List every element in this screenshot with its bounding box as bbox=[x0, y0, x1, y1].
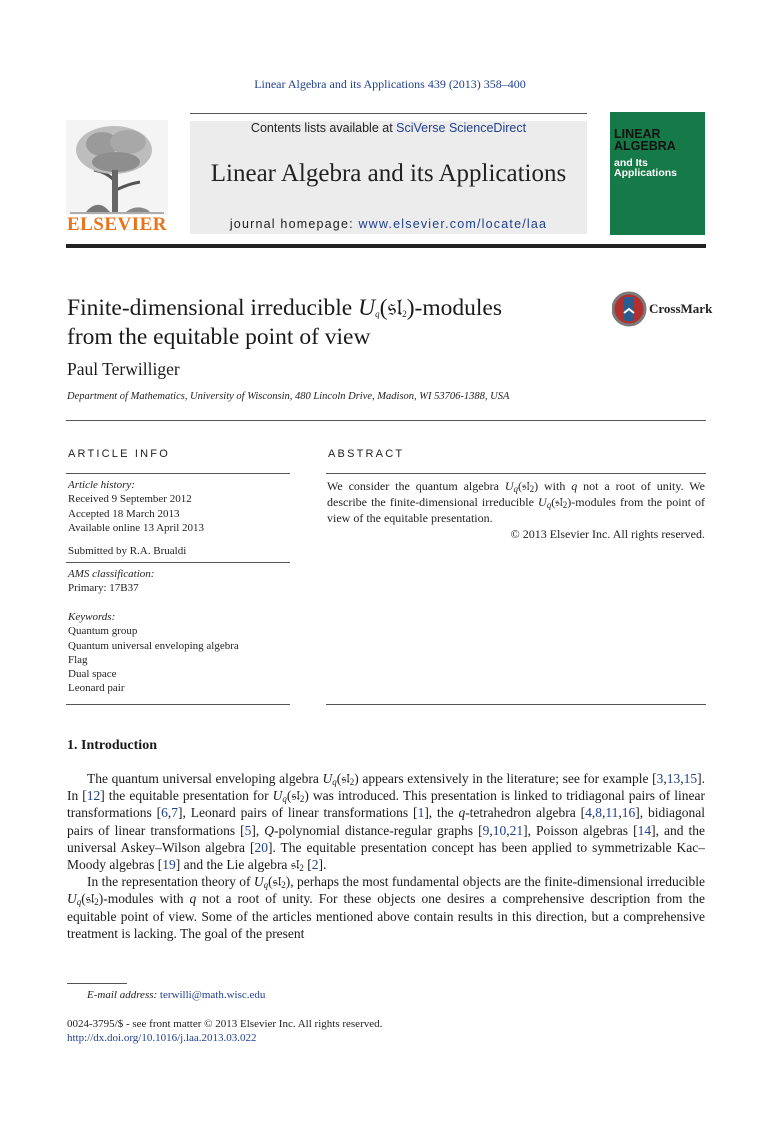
front-matter: 0024-3795/$ - see front matter © 2013 Elsevier Inc. All rights reserved. bbox=[67, 1018, 383, 1030]
title-math: U bbox=[358, 295, 376, 321]
text: The quantum universal enveloping algebra bbox=[87, 771, 323, 786]
citation-link[interactable]: 10 bbox=[492, 822, 507, 838]
journal-name: Linear Algebra and its Applications bbox=[210, 160, 567, 187]
math-paren: ) bbox=[98, 891, 104, 907]
math-sl: (𝔰𝔩 bbox=[268, 874, 282, 890]
footnote-rule bbox=[67, 983, 127, 984]
citation-link[interactable]: 14 bbox=[637, 822, 652, 838]
math-q: q bbox=[189, 891, 197, 907]
keyword-item: Flag bbox=[68, 653, 88, 666]
homepage-prefix: journal homepage: bbox=[229, 217, 359, 231]
math-sub: 2 bbox=[281, 880, 286, 891]
section-divider bbox=[66, 420, 706, 421]
ams-value: Primary: 17B37 bbox=[68, 582, 139, 595]
math-sub: q bbox=[76, 897, 82, 908]
math-sub: q bbox=[282, 794, 287, 805]
text: ], the bbox=[424, 805, 459, 821]
text: [ bbox=[303, 857, 312, 873]
citation-link[interactable]: 19 bbox=[162, 857, 176, 873]
cover-subtitle: and Its Applications bbox=[614, 157, 678, 179]
math-sl: (𝔰𝔩 bbox=[518, 479, 530, 493]
text: -polynomial distance-regular graphs [ bbox=[274, 822, 483, 838]
introduction-body bbox=[67, 770, 705, 942]
history-accepted: Accepted 18 March 2013 bbox=[68, 507, 180, 520]
math-u: U bbox=[272, 788, 283, 804]
contents-availability-line bbox=[190, 121, 587, 135]
keyword-item: Leonard pair bbox=[68, 682, 125, 695]
journal-homepage-link[interactable]: www.elsevier.com/locate/laa bbox=[358, 217, 548, 231]
article-history bbox=[68, 478, 290, 535]
math-u: U bbox=[322, 771, 333, 786]
header-top-rule bbox=[190, 113, 587, 114]
abstract-fragment: -modules from the point of view of the equitable presentation. bbox=[327, 495, 705, 525]
journal-reference-link[interactable]: Linear Algebra and its Applications 439 (2013) 358–400 bbox=[254, 77, 526, 91]
math-u: U bbox=[504, 479, 514, 493]
abstract-fragment: with bbox=[538, 479, 572, 493]
math-sub: 2 bbox=[529, 484, 535, 494]
cover-title: LINEAR ALGEBRA bbox=[614, 127, 676, 153]
abstract-fragment: not a root of unity. We describe the finite-dimensional irreducible bbox=[327, 479, 705, 509]
history-received: Received 9 September 2012 bbox=[68, 493, 192, 506]
text: ], Leonard pairs of linear transformations [ bbox=[177, 805, 418, 821]
math-u: U bbox=[253, 874, 264, 890]
citation-link[interactable]: 11 bbox=[605, 805, 619, 821]
math-paren: ) bbox=[534, 479, 539, 493]
article-info-label: ARTICLE INFO bbox=[68, 448, 170, 460]
submitted-by: Submitted by R.A. Brualdi bbox=[68, 545, 187, 557]
citation-link[interactable]: 5 bbox=[244, 822, 252, 838]
crossmark-label[interactable]: CrossMark bbox=[649, 301, 713, 316]
text: ], Poisson algebras [ bbox=[523, 822, 638, 838]
abstract-text bbox=[327, 478, 705, 542]
citation-link[interactable]: 3 bbox=[656, 771, 664, 786]
math-paren: ) bbox=[285, 874, 291, 890]
article-info-rule bbox=[66, 562, 290, 563]
text: ] the equitable presentation for bbox=[100, 788, 273, 804]
citation-link[interactable]: 2 bbox=[311, 857, 319, 873]
citation-link[interactable]: 9 bbox=[482, 822, 490, 838]
math-sub: 2 bbox=[299, 794, 305, 805]
math-sub: 2 bbox=[94, 897, 99, 908]
text: not a root of unity. For these objects one desires a comprehensive description from the equitable point of view. Some of the articles mentioned above contain results in this direction, but a comprehensive treatment is lacking. The goal of the present bbox=[67, 891, 705, 941]
email-label: E-mail address: bbox=[87, 989, 160, 1001]
text: was introduced. This presentation is linked to tridiagonal pairs of linear transformations [ bbox=[67, 788, 705, 821]
text: appears extensively in the literature; see for example [ bbox=[358, 771, 657, 786]
title-text-line2: from the equitable point of view bbox=[67, 324, 371, 350]
citation-link[interactable]: 12 bbox=[86, 788, 101, 804]
abstract-fragment: We consider the quantum algebra bbox=[327, 479, 505, 493]
article-title bbox=[67, 294, 587, 352]
citation-link[interactable]: 15 bbox=[683, 771, 698, 786]
abstract-label: ABSTRACT bbox=[328, 448, 405, 460]
text: ], bbox=[251, 822, 265, 838]
history-online: Available online 13 April 2013 bbox=[68, 521, 205, 534]
abstract-rule bbox=[326, 473, 706, 474]
math-sl: (𝔰𝔩 bbox=[81, 891, 95, 907]
author-affiliation: Department of Mathematics, University of Wisconsin, 480 Lincoln Drive, Madison, WI 53706-1388, USA bbox=[67, 391, 510, 402]
keyword-item: Dual space bbox=[68, 668, 117, 681]
citation-link[interactable]: 21 bbox=[509, 822, 524, 838]
math-sl: (𝔰𝔩 bbox=[336, 771, 350, 786]
text: ], and the universal Askey–Wilson algebra [ bbox=[67, 822, 706, 855]
title-math-sub: 2 bbox=[402, 309, 407, 319]
math-paren: ) bbox=[304, 788, 309, 804]
intro-paragraph-2 bbox=[67, 873, 705, 942]
email-link[interactable]: terwilli@math.wisc.edu bbox=[159, 989, 266, 1001]
elsevier-wordmark: ELSEVIER bbox=[66, 214, 168, 235]
article-info-bottom-rule bbox=[66, 704, 290, 705]
keywords bbox=[68, 610, 290, 696]
math-paren: ) bbox=[567, 495, 572, 509]
math-sub: q bbox=[546, 500, 552, 510]
math-sl: 𝔰𝔩 bbox=[290, 857, 300, 873]
text: ] and the Lie algebra bbox=[175, 857, 291, 873]
journal-homepage-line bbox=[190, 217, 587, 231]
math-q: q bbox=[458, 805, 466, 821]
citation-link[interactable]: 13 bbox=[666, 771, 681, 786]
email-footnote bbox=[87, 989, 265, 1001]
keywords-heading: Keywords: bbox=[68, 611, 116, 623]
title-math-sl: (𝔰𝔩 bbox=[379, 295, 403, 321]
title-text: Finite-dimensional irreducible bbox=[67, 295, 359, 321]
history-heading: Article history: bbox=[68, 479, 135, 491]
math-paren: ) bbox=[354, 771, 359, 786]
header-bottom-rule bbox=[66, 244, 706, 248]
text: -tetrahedron algebra [ bbox=[465, 805, 586, 821]
text: , perhaps the most fundamental objects are the finite-dimensional irreducible bbox=[290, 874, 705, 890]
text: -modules with bbox=[103, 891, 190, 907]
title-math-sub: q bbox=[375, 309, 380, 319]
keyword-item: Quantum group bbox=[68, 625, 138, 638]
math-sub: q bbox=[332, 777, 337, 787]
math-sub: 2 bbox=[299, 863, 304, 874]
math-u: U bbox=[538, 495, 547, 509]
math-sub: q bbox=[513, 484, 518, 494]
math-sub: q bbox=[263, 880, 269, 891]
citation-link[interactable]: 4 bbox=[585, 805, 592, 821]
citation-link[interactable]: 1 bbox=[417, 805, 425, 821]
ams-heading: AMS classification: bbox=[68, 568, 155, 580]
math-u: U bbox=[67, 891, 77, 907]
text: ]. bbox=[318, 857, 327, 873]
text: ]. The equitable presentation concept has been applied to symmetrizable Kac–Moody algebras [ bbox=[67, 839, 705, 873]
article-info-rule bbox=[66, 473, 290, 474]
keyword-item: Quantum universal enveloping algebra bbox=[68, 639, 239, 652]
sciencedirect-link[interactable]: SciVerse ScienceDirect bbox=[396, 121, 527, 135]
math-q: q bbox=[571, 479, 578, 493]
citation-link[interactable]: 7 bbox=[171, 805, 178, 821]
citation-link[interactable]: 16 bbox=[621, 805, 636, 821]
intro-paragraph-1: The quantum universal enveloping algebra $U_q(𝔰𝔩_2)$ appears extensively in the literature; see for example [3,13,15]. In [12] the equitable presentation for $U_q(𝔰𝔩_2)$ was introduced. This presentation is linked to tridiagonal pairs of linear transformations [6,7], Leonard pairs of linear transformations [1], the q-tetrahedron algebra [4,8,11,16], bidiagonal pairs of linear transformations [5], Q-polynomial distance-regular graphs [9,10,21], Poisson algebras [14], and the universal Askey–Wilson algebra [20]. The equitable presentation concept has been applied to symmetrizable Kac–Moody algebras [19] and the Lie algebra 𝔰𝔩$_2$ [2]. bbox=[67, 771, 706, 874]
author-name: Paul Terwilliger bbox=[67, 359, 180, 379]
math-Q: Q bbox=[264, 822, 275, 838]
abstract-bottom-rule bbox=[326, 704, 706, 705]
math-sub: 2 bbox=[349, 777, 355, 787]
ams-classification bbox=[68, 567, 290, 596]
doi-link[interactable]: http://dx.doi.org/10.1016/j.laa.2013.03.022 bbox=[67, 1032, 257, 1044]
math-sl: (𝔰𝔩 bbox=[286, 788, 300, 804]
citation-link[interactable]: 20 bbox=[254, 839, 268, 855]
section-heading-introduction: 1. Introduction bbox=[67, 738, 157, 753]
abstract-body bbox=[327, 478, 705, 526]
title-text: )-modules bbox=[406, 295, 503, 321]
text: In the representation theory of bbox=[87, 874, 254, 890]
citation-link[interactable]: 8 bbox=[595, 805, 603, 821]
math-sub: 2 bbox=[562, 500, 568, 510]
contents-prefix: Contents lists available at bbox=[250, 121, 397, 135]
math-sl: (𝔰𝔩 bbox=[551, 495, 563, 509]
citation-link[interactable]: 6 bbox=[161, 805, 168, 821]
text: ]. In [ bbox=[67, 771, 705, 804]
text: ], bidiagonal pairs of linear transformations [ bbox=[67, 805, 706, 838]
abstract-copyright: © 2013 Elsevier Inc. All rights reserved. bbox=[510, 527, 705, 541]
